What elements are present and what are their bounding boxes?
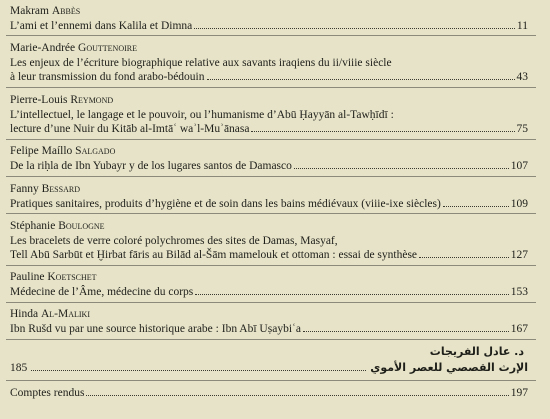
entry-title-line: [10, 361, 528, 375]
author-last-name: Gouttenoire: [78, 42, 137, 54]
divider: [6, 176, 536, 177]
entry-title: Médecine de l’Âme, médecine du corps: [10, 286, 194, 298]
entry-title: Les bracelets de verre coloré polychromes des sites de Damas, Masyaf,: [10, 235, 338, 247]
leader-dots: [303, 322, 509, 332]
page-number: 75: [516, 123, 528, 135]
page-number: 109: [510, 198, 528, 210]
entry-title-line: [10, 322, 528, 336]
author-last-name: Abbès: [51, 5, 81, 17]
author-last-name: Boulogne: [58, 220, 105, 232]
divider: [6, 265, 536, 266]
divider: [6, 35, 536, 36]
entry-author: [10, 270, 97, 284]
author-last-name: Salgado: [75, 145, 116, 157]
leader-dots: [195, 285, 508, 295]
entry-title-line: [10, 19, 528, 33]
author-first-name: Pauline: [10, 271, 48, 283]
author-first-name: Fanny: [10, 183, 42, 195]
entry-title: Pratiques sanitaires, produits d’hygiène et de soin dans les bains médiévaux (viiie-ixe siècles): [10, 198, 441, 210]
author-last-name: Reymond: [70, 94, 114, 106]
leader-dots: [294, 159, 509, 169]
leader-dots: [251, 122, 514, 132]
entry-title-line: [10, 386, 528, 400]
page-number: 107: [510, 160, 528, 172]
entry-title-line: [10, 122, 528, 136]
leader-dots: [207, 70, 515, 80]
entry-title: Tell Abū Sarbūt et Ḫirbat fāris au Bilād al-Šām mamelouk et ottoman : essai de synthèse: [10, 249, 418, 261]
entry-author: [10, 144, 115, 158]
author-first-name: Pierre-Louis: [10, 94, 71, 106]
entry-title-line: [10, 70, 528, 84]
entry-author: [10, 41, 137, 55]
entry-title-line: [10, 197, 528, 211]
page-number: 185: [10, 362, 28, 374]
entry-title-line: [10, 108, 528, 122]
leader-dots: [31, 361, 366, 371]
author-first-name: Marie-Andrée: [10, 42, 79, 54]
divider: [6, 87, 536, 88]
entry-title: Les enjeux de l’écriture biographique relative aux savants iraqiens du ii/viiie siècle: [10, 57, 392, 69]
entry-author: [10, 182, 80, 196]
page-number: 127: [510, 249, 528, 261]
leader-dots: [194, 19, 515, 29]
leader-dots: [419, 248, 509, 258]
page-number: 43: [516, 71, 528, 83]
author-last-name: Koetschet: [47, 271, 97, 283]
author-first-name: Felipe Maíllo: [10, 145, 76, 157]
entry-title: L’ami et l’ennemi dans Kalila et Dimna: [10, 20, 193, 32]
entry-title-line: [10, 234, 528, 248]
author-first-name: Stéphanie: [10, 220, 59, 232]
entry-title: à leur transmission du fond arabo-bédouin: [10, 71, 205, 83]
divider: [6, 302, 536, 303]
leader-dots: [86, 386, 508, 396]
arabic-title: الإرث القصصي للعصر الأموي: [370, 361, 528, 374]
arabic-author: د. عادل الفريجات: [429, 345, 524, 358]
entry-title: De la riḥla de Ibn Yubayr y de los lugares santos de Damasco: [10, 160, 292, 172]
entry-title-line: [10, 159, 528, 173]
page-number: 197: [510, 387, 528, 399]
author-first-name: Makram: [10, 5, 52, 17]
divider: [6, 380, 536, 381]
entry-title-line: [10, 248, 528, 262]
entry-title-line: [10, 56, 528, 70]
entry-author: [10, 219, 105, 233]
entry-title-line: [10, 285, 528, 299]
divider: [6, 339, 536, 340]
author-first-name: Hinda: [10, 308, 41, 320]
entry-author: [10, 93, 113, 107]
entry-title: L’intellectuel, le langage et le pouvoir, ou l’humanisme d’Abū Ḥayyān al-Tawḥīdī :: [10, 109, 394, 121]
page-number: 11: [516, 20, 528, 32]
page-number: 153: [510, 286, 528, 298]
leader-dots: [443, 197, 509, 207]
entry-title: Comptes rendus: [10, 387, 85, 399]
author-last-name: Bessard: [41, 183, 80, 195]
entry-author: [10, 307, 90, 321]
author-last-name: Al-Maliki: [40, 308, 91, 320]
divider: [6, 139, 536, 140]
entry-title: lecture d’une Nuir du Kitāb al-Imtāʿ waʾl-Muʾānasa: [10, 123, 250, 135]
page-number: 167: [510, 323, 528, 335]
divider: [6, 213, 536, 214]
entry-title: Ibn Rušd vu par une source historique arabe : Ibn Abī Uṣaybiʿa: [10, 323, 301, 335]
entry-author: [10, 4, 80, 18]
